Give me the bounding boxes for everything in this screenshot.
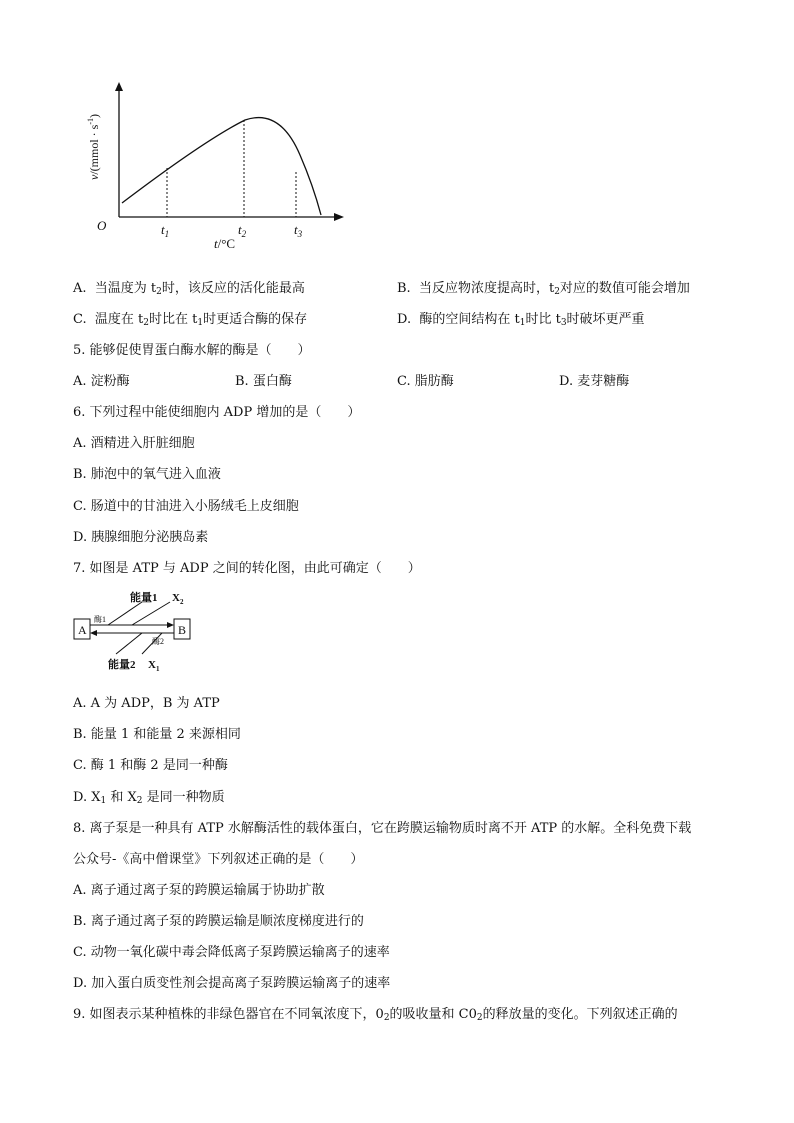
forward-arrowhead: [167, 622, 174, 628]
x-axis-arrow: [334, 213, 344, 221]
x2-label: $X_2$: [172, 592, 184, 606]
q4-option-a: A. 当温度为 $t_2$时，该反应的活化能最高: [73, 281, 305, 297]
q8-option-c: C. 动物一氧化碳中毒会降低离子泵跨膜运输离子的速率: [73, 945, 390, 960]
q8-option-a: A. 离子通过离子泵的跨膜运输属于协助扩散: [73, 883, 325, 898]
q6-stem: 6. 下列过程中能使细胞内 ADP 增加的是（ ）: [73, 405, 361, 420]
q5-option-a: A. 淀粉酶: [73, 374, 130, 389]
y-axis-arrow: [115, 82, 123, 91]
q7-stem: 7. 如图是 ATP 与 ADP 之间的转化图，由此可确定（ ）: [73, 561, 421, 576]
q4-option-c: C. 温度在 $t_2$时比在 $t_1$时更适合酶的保存: [73, 312, 308, 328]
rate-temperature-graph: [85, 80, 355, 255]
q4-option-d: D. 酶的空间结构在 $t_1$时比 $t_3$时破坏更严重: [397, 312, 645, 328]
q5-stem: 5. 能够促使胃蛋白酶水解的酶是（ ）: [73, 343, 311, 358]
q7-option-d: D. $X_1$ 和 $X_2$ 是同一种物质: [73, 790, 225, 806]
q7-option-b: B. 能量 1 和能量 2 来源相同: [73, 727, 241, 742]
q6-option-a: A. 酒精进入肝脏细胞: [73, 436, 195, 451]
q4-option-b: B. 当反应物浓度提高时，$t_2$对应的数值可能会增加: [397, 281, 690, 297]
q7-option-c: C. 酶 1 和酶 2 是同一种酶: [73, 758, 228, 773]
q9-stem: 9. 如图表示某种植株的非绿色器官在不同氧浓度下，$0_2$的吸收量和 $C0_2$的释放量的变化。下列叙述正确的: [73, 1007, 678, 1023]
q8-option-d: D. 加入蛋白质变性剂会提高离子泵跨膜运输离子的速率: [73, 976, 391, 991]
energy1-label: 能量1: [130, 592, 158, 604]
tick-t1: $t_1$: [161, 222, 170, 239]
q5-option-b: B. 蛋白酶: [235, 374, 292, 389]
atp-adp-conversion-diagram: [72, 588, 202, 674]
tick-t3: $t_3$: [294, 222, 303, 239]
tick-t2: $t_2$: [238, 222, 247, 239]
origin-label: O: [97, 218, 107, 233]
enzyme2-label: 酶2: [152, 637, 164, 646]
reverse-arrowhead: [90, 630, 97, 636]
energy2-output-line: [116, 633, 142, 654]
y-axis-label: v/(mmol · $s^{-1}$): [86, 114, 101, 180]
q8-stem-line2: 公众号-《高中僧课堂》下列叙述正确的是（ ）: [73, 852, 364, 867]
enzyme1-label: 酶1: [94, 615, 106, 624]
q5-option-d: D. 麦芽糖酶: [559, 374, 630, 389]
x1-label: $X_1$: [148, 659, 160, 673]
rate-curve: [122, 118, 321, 215]
q6-option-b: B. 肺泡中的氧气进入血液: [73, 467, 221, 482]
x-axis-label: t/°C: [214, 236, 236, 251]
q7-option-a: A. A 为 ADP，B 为 ATP: [73, 696, 220, 711]
box-b-label: B: [178, 623, 187, 637]
q6-option-c: C. 肠道中的甘油进入小肠绒毛上皮细胞: [73, 499, 299, 514]
q8-stem-line1: 8. 离子泵是一种具有 ATP 水解酶活性的载体蛋白，它在跨膜运输物质时离不开 ATP 的水解。全科免费下载: [73, 821, 692, 836]
box-a-label: A: [78, 623, 87, 637]
q6-option-d: D. 胰腺细胞分泌胰岛素: [73, 530, 209, 545]
q5-option-c: C. 脂肪酶: [397, 374, 454, 389]
energy2-label: 能量2: [108, 659, 136, 671]
q8-option-b: B. 离子通过离子泵的跨膜运输是顺浓度梯度进行的: [73, 914, 364, 929]
